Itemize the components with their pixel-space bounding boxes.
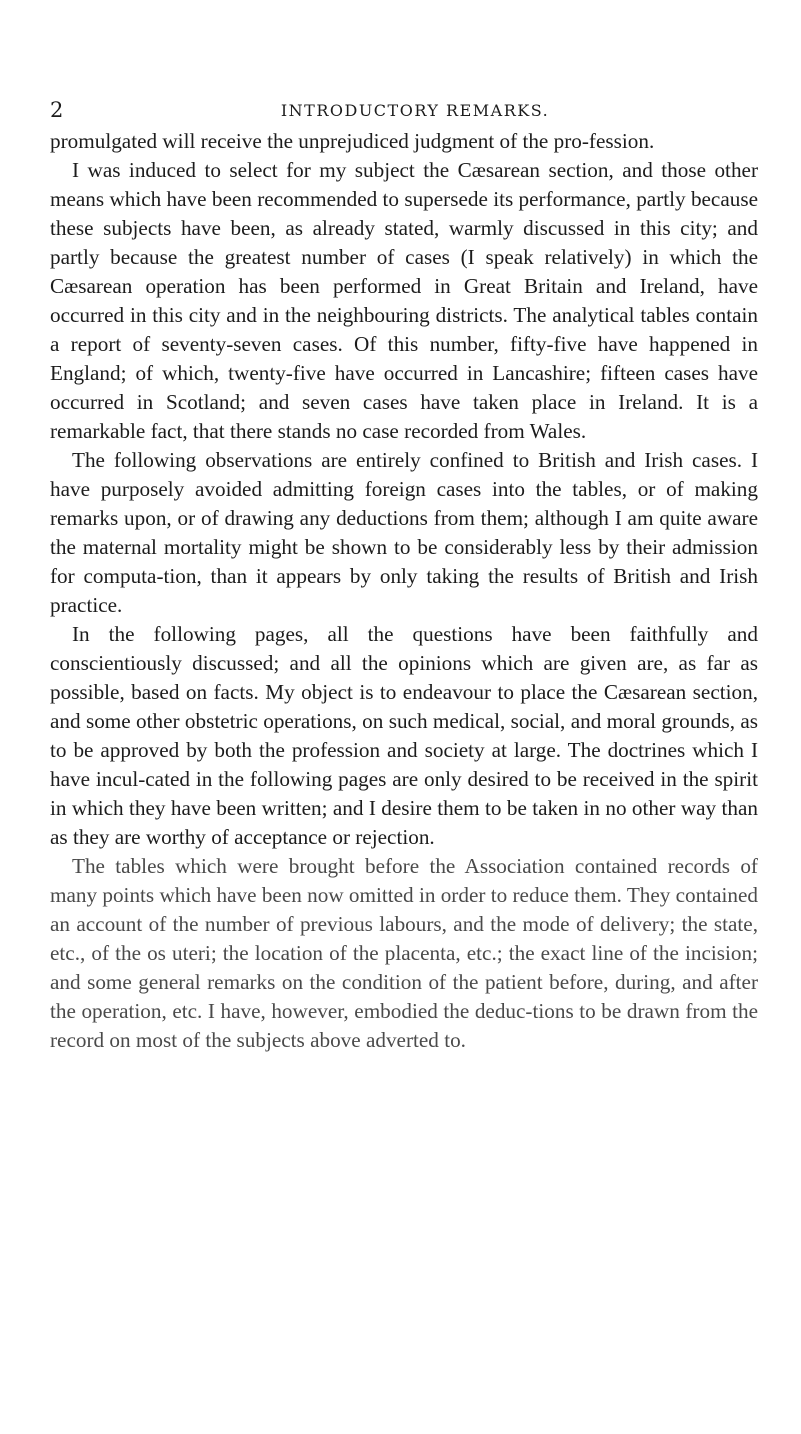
running-head xyxy=(50,98,750,122)
running-head-title: INTRODUCTORY REMARKS. xyxy=(280,101,550,120)
paragraph-tables-omitted: The tables which were brought before the Association contained records of many points which have been now omitted in order to reduce them. They contained an account of the number of previous labours, and the mode of delivery; the state, etc., of the os uteri; the location of the placenta, etc.; the exact line of the incision; and some general remarks on the condition of the patient before, during, and after the operation, etc. I have, however, embodied the deduc-tions to be drawn from the record on most of the subjects above adverted to. xyxy=(50,854,759,1052)
paragraph-subject-selection: I was induced to select for my subject the Cæsarean section, and those other means which have been recommended to supersede its performance, partly because these subjects have been, as already stated, warmly discussed in this city; and partly because the greatest number of cases (I speak relatively) in which the Cæsarean operation has been performed in Great Britain and Ireland, have occurred in this city and in the neighbouring districts. The analytical tables contain a report of seventy-seven cases. Of this number, fifty-five have happened in England; of which, twenty-five have occurred in Lancashire; fifteen cases have occurred in Scotland; and seven cases have taken place in Ireland. It is a remarkable fact, that there stands no case recorded from Wales. xyxy=(50,158,758,443)
page-number: 2 xyxy=(50,98,64,122)
paragraph-british-irish-cases: The following observations are entirely confined to British and Irish cases. I have purposely avoided admitting foreign cases into the tables, or of making remarks upon, or of drawing any deductions from them; although I am quite aware the maternal mortality might be shown to be considerably less by their admission for computa-tion, than it appears by only taking the results of British and Irish practice. xyxy=(50,448,758,617)
paragraph-continuation: promulgated will receive the unprejudiced judgment of the pro-fession. xyxy=(50,129,655,153)
paragraph-discussion: In the following pages, all the questions have been faithfully and conscientiously discussed; and all the opinions which are given are, as far as possible, based on facts. My object is to endeavour to place the Cæsarean section, and some other obstetric operations, on such medical, social, and moral grounds, as to be approved by both the profession and society at large. The doctrines which I have incul-cated in the following pages are only desired to be received in the spirit in which they have been written; and I desire them to be taken in no other way than as they are worthy of acceptance or rejection. xyxy=(50,622,758,849)
body-text xyxy=(50,127,758,1055)
